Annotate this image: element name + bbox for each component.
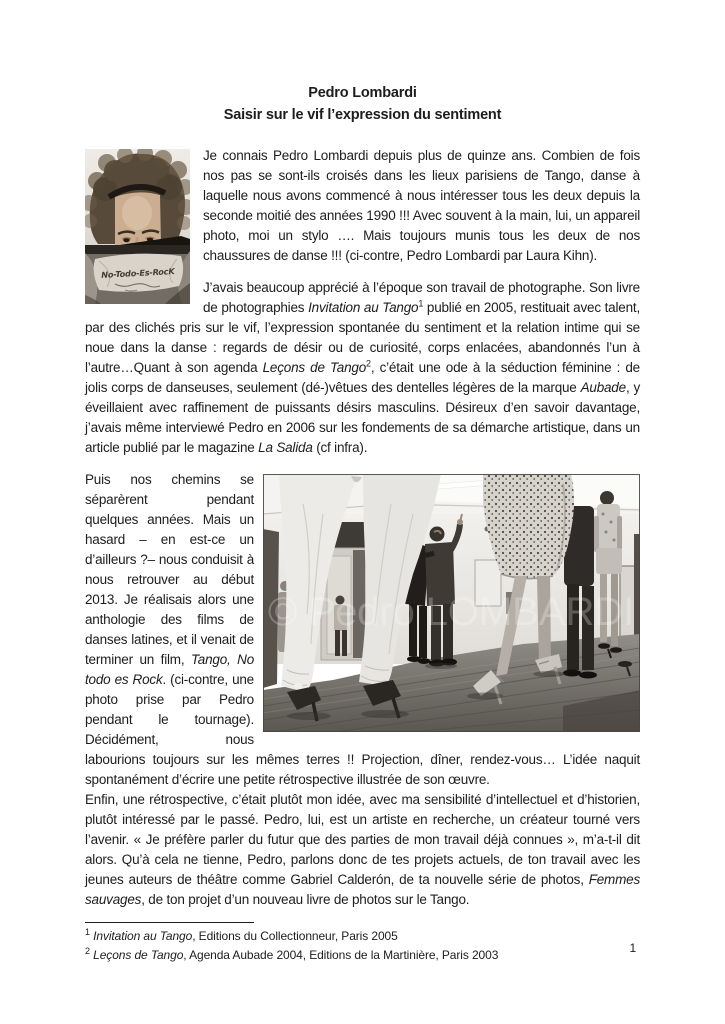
- paragraph-2: J’avais beaucoup apprécié à l’époque son travail de photographe. Son livre de photographies Invitation au Tango$^1$ publié en 2005, restituait avec talent, par des clichés pris sur le vif, l’expression spontanée du sentiment et la relation intime qui se noue dans la danse : regards de désir ou de curiosité, corps enlacées, abandonnés l’un à l’autre…Quant à son agenda Leçons de Tango$^2$, c’était une ode à la séduction féminine : de jolis corps de danseuses, seulement (dé-)vêtues des dentelles légères de la marque Aubade, y éveillaient avec raffinement de puissants désirs masculins. Désireux d’en savoir davantage, j’avais même interviewé Pedro en 2006 sur les fondements de sa démarche artistique, dans un article publié par le magazine La Salida (cf infra).: [85, 280, 640, 455]
- document-title: Pedro Lombardi: [308, 85, 417, 101]
- page-number: 1: [629, 941, 636, 955]
- banner-cloth: [85, 245, 190, 304]
- paragraph-1: Je connais Pedro Lombardi depuis plus de quinze ans. Combien de fois nos pas se sont-ils croisés dans les lieux parisiens de Tango, danse à laquelle nous avons commencé à nous intéresser tous les deux depuis la seconde moitié des années 1990 !!! Avec souvent à la main, lui, un appareil photo, moi un stylo …. Mais toujours munis tous les deux de nos chaussures de danse !!! (ci-contre, Pedro Lombardi par Laura Kihn).: [203, 148, 640, 263]
- photo-watermark: © Pedro LOMBARDI: [268, 590, 634, 634]
- document-subtitle: Saisir sur le vif l’expression du sentiment: [223, 107, 502, 123]
- paragraph-3: Puis nos chemins se séparèrent pendant quelques années. Mais un hasard – en est-ce un d’ailleurs ?– nous conduisit à nous retrouver au début 2013. Je réalisais alors une anthologie des films de danses latines, et il venait de terminer un film, Tango, No todo es Rock. (ci-contre, une photo prise par Pedro pendant le tournage). Décidément, nous labourions toujours sur les mêmes terres !! Projection, dîner, rendez-vous… L’idée naquit spontanément d’écrire une petite rétrospective illustrée de son œuvre.: [85, 472, 640, 787]
- section-retrouvailles: [85, 470, 640, 790]
- paragraph-4: Enfin, une rétrospective, c’était plutôt mon idée, avec ma sensibilité d’intellectuel et d’historien, plutôt intéressé par le passé. Pedro, lui, est un artiste en recherche, un créateur tourné vers l’avenir. « Je préfère parler du futur que des parties de mon travail déjà connues », m’a-t-il dit alors. Qu’à cela ne tienne, Pedro, parlons donc de tes projets actuels, de ton travail avec les jeunes auteurs de théâtre comme Gabriel Calderón, de ta nouvelle série de photos, Femmes sauvages, de ton projet d’un nouveau livre de photos sur le Tango.: [85, 792, 640, 907]
- tango-photo-art: [263, 474, 640, 732]
- face: [115, 192, 161, 245]
- footnote-separator: [85, 922, 254, 923]
- portrait-photo: [85, 149, 190, 304]
- section-intro: [85, 146, 640, 470]
- portrait-photo-art: [85, 149, 190, 304]
- tango-photo: [263, 474, 640, 732]
- footnote-1: $^1$ Invitation au Tango, Editions du Collectionneur, Paris 2005: [85, 927, 398, 943]
- portrait-banner-text: No-Todo-Es-RocK: [100, 266, 175, 280]
- footnote-2: $^2$ Leçons de Tango, Agenda Aubade 2004, Editions de la Martinière, Paris 2003: [85, 945, 499, 962]
- footnotes: [85, 922, 640, 963]
